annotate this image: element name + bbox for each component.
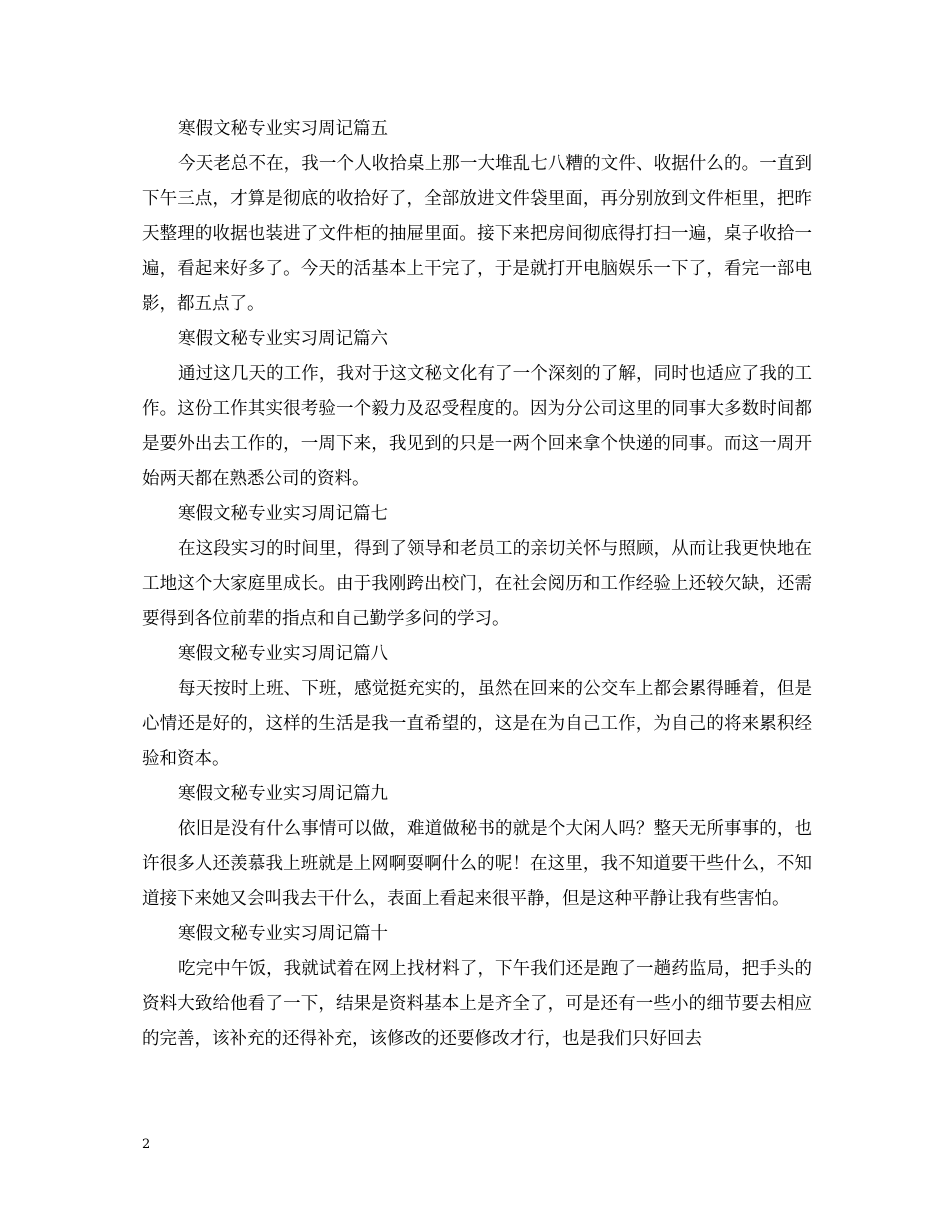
section-heading: 寒假文秘专业实习周记篇八 — [178, 644, 388, 664]
section-heading: 寒假文秘专业实习周记篇七 — [178, 504, 388, 524]
document-body — [142, 112, 812, 1057]
section-paragraph: 依旧是没有什么事情可以做，难道做秘书的就是个大闲人吗？整天无所事事的，也许很多人还羡慕我上班就是上网啊耍啊什么的呢！在这里，我不知道要干些什么，不知道接下来她又会叫我去干什么，表面上看起来很平静，但是这种平静让我有些害怕。 — [142, 819, 812, 909]
section-heading: 寒假文秘专业实习周记篇六 — [178, 329, 388, 349]
section-paragraph: 今天老总不在，我一个人收拾桌上那一大堆乱七八糟的文件、收据什么的。一直到下午三点，才算是彻底的收拾好了，全部放进文件袋里面，再分别放到文件柜里，把昨天整理的收据也装进了文件柜的抽屉里面。接下来把房间彻底得打扫一遍，桌子收拾一遍，看起来好多了。今天的活基本上干完了，于是就打开电脑娱乐一下了，看完一部电影，都五点了。 — [142, 154, 812, 314]
section-paragraph: 每天按时上班、下班，感觉挺充实的，虽然在回来的公交车上都会累得睡着，但是心情还是好的，这样的生活是我一直希望的，这是在为自己工作，为自己的将来累积经验和资本。 — [142, 679, 812, 769]
section-paragraph: 通过这几天的工作，我对于这文秘文化有了一个深刻的了解，同时也适应了我的工作。这份工作其实很考验一个毅力及忍受程度的。因为分公司这里的同事大多数时间都是要外出去工作的，一周下来，我见到的只是一两个回来拿个快递的同事。而这一周开始两天都在熟悉公司的资料。 — [142, 364, 812, 489]
section-paragraph: 吃完中午饭，我就试着在网上找材料了，下午我们还是跑了一趟药监局，把手头的资料大致给他看了一下，结果是资料基本上是齐全了，可是还有一些小的细节要去相应的完善，该补充的还得补充，该修改的还要修改才行，也是我们只好回去 — [142, 959, 812, 1049]
page-number: 2 — [142, 1137, 151, 1152]
section-heading: 寒假文秘专业实习周记篇九 — [178, 784, 388, 804]
section-heading: 寒假文秘专业实习周记篇五 — [178, 119, 388, 139]
section-paragraph: 在这段实习的时间里，得到了领导和老员工的亲切关怀与照顾，从而让我更快地在工地这个大家庭里成长。由于我刚跨出校门，在社会阅历和工作经验上还较欠缺，还需要得到各位前辈的指点和自己勤学多问的学习。 — [142, 539, 812, 629]
section-heading: 寒假文秘专业实习周记篇十 — [178, 924, 388, 944]
